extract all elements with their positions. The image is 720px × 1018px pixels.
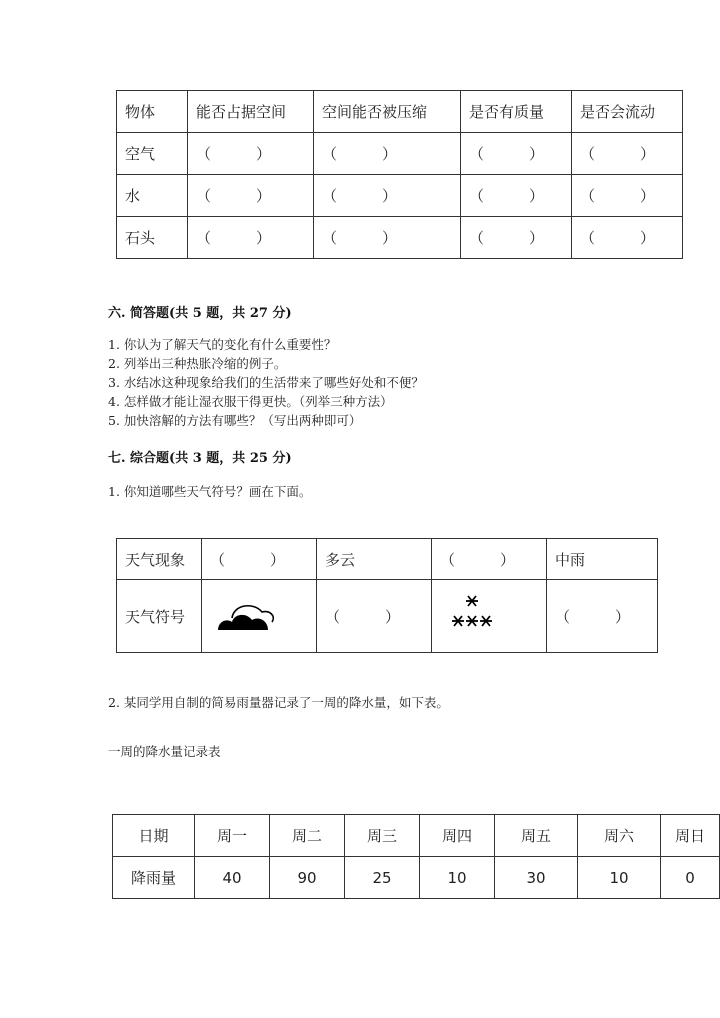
answer-blank[interactable]: （ ） xyxy=(461,217,572,259)
answer-blank[interactable]: （ ） xyxy=(547,580,658,653)
question-item: 2. 列举出三种热胀冷缩的例子。 xyxy=(108,356,287,371)
answer-blank[interactable]: （ ） xyxy=(188,217,314,259)
table-header-row xyxy=(117,91,683,133)
snow-symbol-icon xyxy=(440,592,510,636)
section-6-title: 六. 简答题(共 5 题，共 27 分) xyxy=(108,306,292,321)
answer-blank[interactable]: （ ） xyxy=(314,217,461,259)
symbol-cell xyxy=(432,580,547,653)
header-cell: 空间能否被压缩 xyxy=(314,91,461,133)
row-label: 降雨量 xyxy=(113,857,195,899)
rainfall-value: 0 xyxy=(661,857,720,899)
rainfall-value: 40 xyxy=(195,857,270,899)
row-label: 天气现象 xyxy=(117,539,202,580)
table-header-row xyxy=(113,815,720,857)
header-cell: 是否有质量 xyxy=(461,91,572,133)
section-7-title: 七. 综合题(共 3 题，共 25 分) xyxy=(108,451,292,466)
properties-table xyxy=(116,90,683,259)
table-row xyxy=(117,580,658,653)
row-label: 空气 xyxy=(117,133,188,175)
header-cell: 是否会流动 xyxy=(572,91,683,133)
table-row xyxy=(117,175,683,217)
header-cell: 日期 xyxy=(113,815,195,857)
rainfall-value: 10 xyxy=(578,857,661,899)
answer-blank[interactable]: （ ） xyxy=(202,539,317,580)
question-item: 1. 你认为了解天气的变化有什么重要性？ xyxy=(108,337,337,352)
row-label: 水 xyxy=(117,175,188,217)
table-row xyxy=(117,133,683,175)
answer-blank[interactable]: （ ） xyxy=(572,217,683,259)
answer-blank[interactable]: （ ） xyxy=(314,133,461,175)
symbol-cell xyxy=(202,580,317,653)
answer-blank[interactable]: （ ） xyxy=(432,539,547,580)
question-text: 1. 你知道哪些天气符号？画在下面。 xyxy=(108,484,312,499)
weather-phenomenon: 中雨 xyxy=(547,539,658,580)
header-cell: 周一 xyxy=(195,815,270,857)
header-cell: 周三 xyxy=(345,815,420,857)
question-item: 5. 加快溶解的方法有哪些？（写出两种即可） xyxy=(108,413,362,428)
question-item: 3. 水结冰这种现象给我们的生活带来了哪些好处和不便？ xyxy=(108,375,424,390)
header-cell: 周五 xyxy=(495,815,578,857)
question-item: 4. 怎样做才能让湿衣服干得更快。（列举三种方法） xyxy=(108,394,393,409)
rainfall-value: 30 xyxy=(495,857,578,899)
table-row xyxy=(113,857,720,899)
weather-phenomenon: 多云 xyxy=(317,539,432,580)
answer-blank[interactable]: （ ） xyxy=(572,175,683,217)
answer-blank[interactable]: （ ） xyxy=(314,175,461,217)
question-list xyxy=(108,335,424,430)
rainfall-table xyxy=(112,814,720,899)
row-label: 天气符号 xyxy=(117,580,202,653)
answer-blank[interactable]: （ ） xyxy=(188,133,314,175)
table-row xyxy=(117,539,658,580)
rainfall-value: 10 xyxy=(420,857,495,899)
answer-blank[interactable]: （ ） xyxy=(317,580,432,653)
table-row xyxy=(117,217,683,259)
header-cell: 能否占据空间 xyxy=(188,91,314,133)
weather-table xyxy=(116,538,658,653)
rainfall-value: 25 xyxy=(345,857,420,899)
header-cell: 周二 xyxy=(270,815,345,857)
answer-blank[interactable]: （ ） xyxy=(188,175,314,217)
table-caption: 一周的降水量记录表 xyxy=(108,744,221,759)
answer-blank[interactable]: （ ） xyxy=(572,133,683,175)
header-cell: 周六 xyxy=(578,815,661,857)
question-text: 2. 某同学用自制的简易雨量器记录了一周的降水量，如下表。 xyxy=(108,695,449,710)
answer-blank[interactable]: （ ） xyxy=(461,175,572,217)
rainfall-value: 90 xyxy=(270,857,345,899)
header-cell: 周日 xyxy=(661,815,720,857)
row-label: 石头 xyxy=(117,217,188,259)
cloudy-symbol-icon xyxy=(210,592,280,636)
header-cell: 周四 xyxy=(420,815,495,857)
answer-blank[interactable]: （ ） xyxy=(461,133,572,175)
header-cell: 物体 xyxy=(117,91,188,133)
